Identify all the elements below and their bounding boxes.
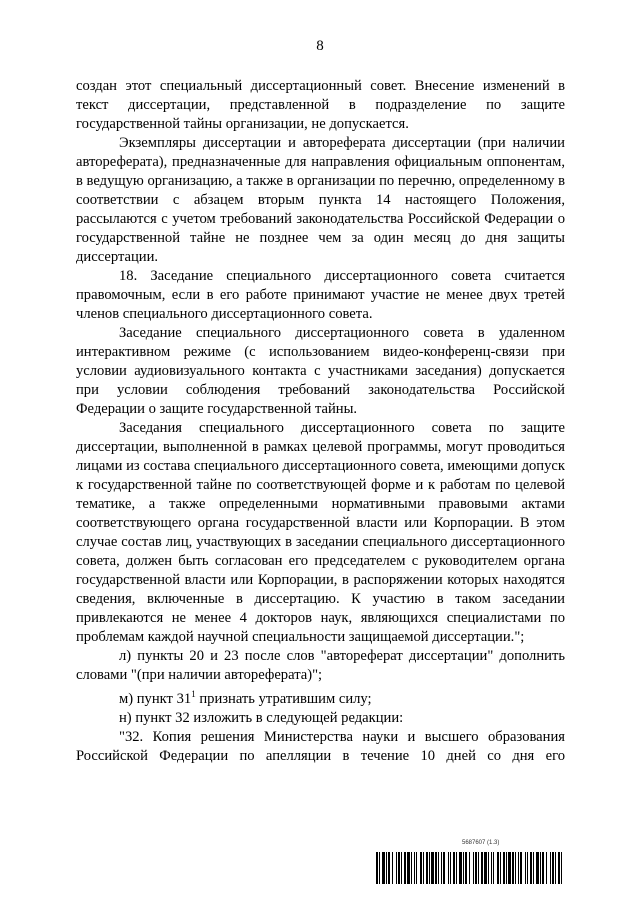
barcode-bar (500, 852, 501, 884)
barcode-bar (518, 852, 519, 884)
barcode-bar (382, 852, 385, 884)
barcode-bar (550, 852, 551, 884)
barcode-bar (497, 852, 499, 884)
barcode-bar (443, 852, 445, 884)
barcode-bar (558, 852, 560, 884)
barcode-bar (542, 852, 544, 884)
barcode-bar (448, 852, 449, 884)
barcode-bar (407, 852, 410, 884)
barcode-bar (386, 852, 387, 884)
barcode-bar (540, 852, 541, 884)
document-body (76, 77, 565, 766)
barcode-bar (423, 852, 424, 884)
barcode-bar (546, 852, 547, 884)
barcode-bar (429, 852, 430, 884)
item-m-superscript: 1 (191, 689, 196, 699)
barcode-bar (533, 852, 534, 884)
barcode-bar (404, 852, 406, 884)
barcode-bar (536, 852, 539, 884)
barcode-bar (512, 852, 514, 884)
page-number: 8 (316, 38, 324, 54)
barcode-bar (463, 852, 464, 884)
barcode-bar (416, 852, 417, 884)
barcode-bar (398, 852, 400, 884)
barcode-bar (493, 852, 494, 884)
document-code: 5687607 (1.3) (462, 840, 500, 846)
barcode-bar (552, 852, 554, 884)
barcode-bar (376, 852, 378, 884)
barcode-bar (426, 852, 428, 884)
barcode-bar (473, 852, 474, 884)
barcode-bar (484, 852, 487, 884)
paragraph-8: н) пункт 32 изложить в следующей редакции: (119, 709, 404, 726)
barcode-bar (379, 852, 380, 884)
barcode-bar (478, 852, 479, 884)
barcode-bar (420, 852, 422, 884)
barcode-bar (401, 852, 402, 884)
barcode-bar (515, 852, 516, 884)
barcode-bar (469, 852, 470, 884)
paragraph-9: "32. Копия решения Министерства науки и высшего образования Российской Федерации по апелляции в течение 10 дней со дня его (76, 728, 565, 764)
barcode-bar (396, 852, 397, 884)
barcode-bar (453, 852, 455, 884)
barcode-bar (435, 852, 437, 884)
barcode-bar (411, 852, 412, 884)
paragraph-4: Заседание специального диссертационного совета в удаленном интерактивном режиме (с использованием видео-конференц-связи при условии аудиовизуального контакта с участниками заседания) допускается при условии соблюдения требований законодательства Российской Федерации о защите государственной тайны. (76, 325, 565, 417)
barcode-image (376, 852, 562, 884)
barcode-bar (450, 852, 451, 884)
paragraph-3: 18. Заседание специального диссертационного совета считается правомочным, если в его работе принимают участие не менее двух третей членов специального диссертационного совета. (76, 268, 565, 322)
barcode-bar (456, 852, 457, 884)
barcode-bar (527, 852, 528, 884)
barcode-bar (561, 852, 562, 884)
barcode-bar (555, 852, 556, 884)
paragraph-2: Экземпляры диссертации и автореферата диссертации (при наличии автореферата), предназначенные для направления официальным оппонентам, в ведущую организацию, а также в организации по перечню, определенному в соответствии с абзацем вторым пункта 14 настоящего Положения, рассылаются с учетом требований законодательства Российской Федерации о государственной тайне не позднее чем за один месяц до дня защиты диссертации. (76, 135, 565, 265)
barcode-bar (475, 852, 477, 884)
barcode-bar (508, 852, 511, 884)
barcode-bar (503, 852, 505, 884)
paragraph-5: Заседания специального диссертационного совета по защите диссертации, выполненной в рамках целевой программы, могут проводиться лицами из состава специального диссертационного совета, имеющими допуск к государственной тайне по соответствующей форме и к работам по целевой тематике, а также определенными нормативными правовыми актами соответствующего органа государственной власти или Корпорации. В этом случае состав лиц, участвующих в заседании специального диссертационного совета, должен быть согласован его председателем с руководителем органа государственной власти или Корпорации, в распоряжении которых находятся сведения, включенные в диссертацию. К участию в таком заседании привлекаются не менее 4 докторов наук, являющихся специалистами по проблемам каждой научной специальности защищаемой диссертации."; (76, 420, 565, 645)
barcode-bar (388, 852, 390, 884)
item-m-prefix: м) пункт 31 (119, 690, 192, 707)
barcode-bar (459, 852, 462, 884)
barcode-bar (431, 852, 434, 884)
barcode-bar (520, 852, 522, 884)
barcode-bar (525, 852, 526, 884)
barcode-bar (506, 852, 507, 884)
barcode-bar (488, 852, 489, 884)
paragraph-1: создан этот специальный диссертационный совет. Внесение изменений в текст диссертации, представленной в подразделение по защите государственной тайны организации, не допускается. (76, 78, 565, 132)
paragraph-7 (76, 685, 565, 709)
barcode-bar (481, 852, 483, 884)
barcode-bar (441, 852, 442, 884)
item-m-suffix: признать утратившим силу; (195, 690, 372, 707)
barcode-bar (392, 852, 393, 884)
barcode-bar (438, 852, 439, 884)
barcode-bar (491, 852, 492, 884)
barcode-bar (414, 852, 415, 884)
barcode-bar (465, 852, 467, 884)
paragraph-6: л) пункты 20 и 23 после слов "автореферат диссертации" дополнить словами "(при наличии автореферата)"; (76, 648, 565, 683)
barcode-bar (530, 852, 532, 884)
